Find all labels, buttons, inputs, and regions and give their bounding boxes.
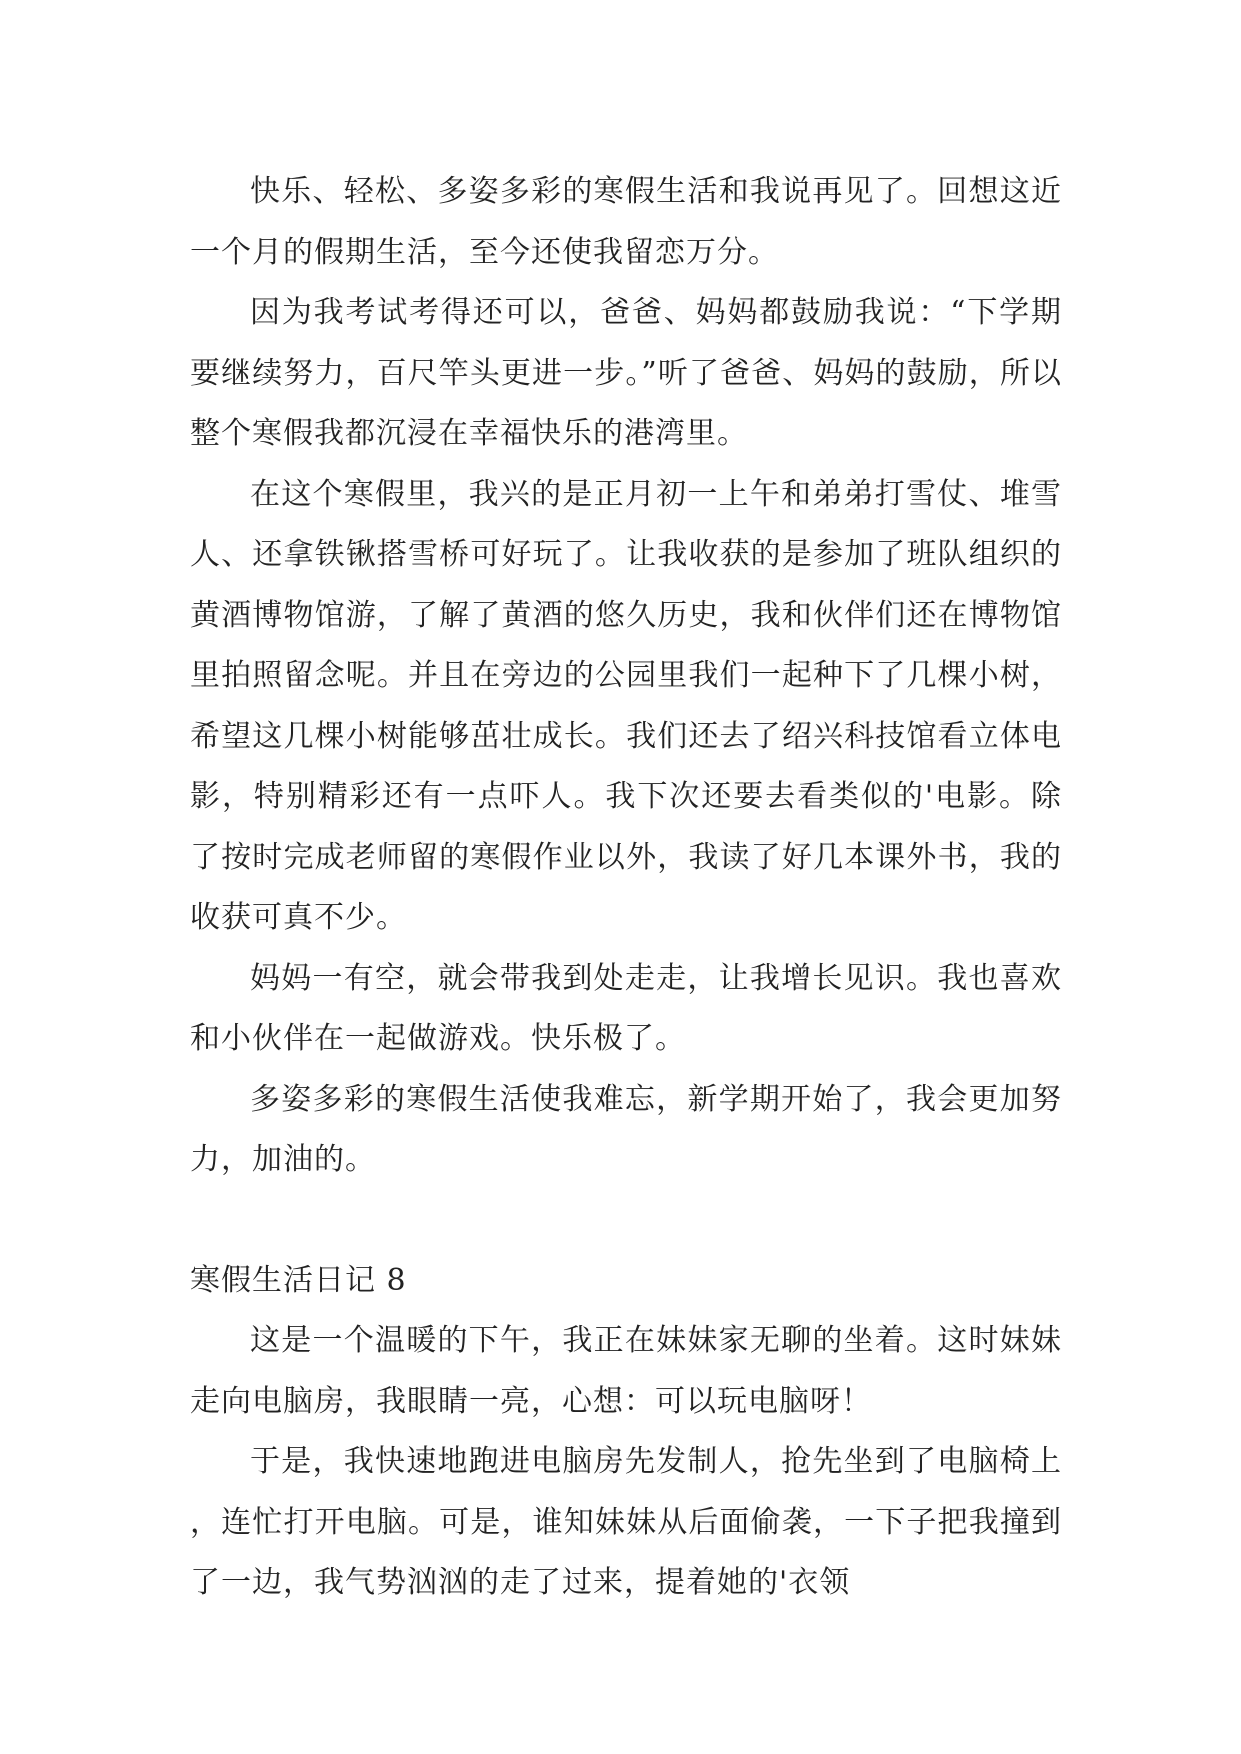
paragraph: 在这个寒假里，我兴的是正月初一上午和弟弟打雪仗、堆雪人、还拿铁锹搭雪桥可好玩了。让我收获的是参加了班队组织的黄酒博物馆游，了解了黄酒的悠久历史，我和伙伴们还在博物馆里拍照留念呢。并且在旁边的公园里我们一起种下了几棵小树，希望这几棵小树能够茁壮成长。我们还去了绍兴科技馆看立体电影，特别精彩还有一点吓人。我下次还要去看类似的'电影。除了按时完成老师留的寒假作业以外，我读了好几本课外书，我的收获可真不少。 xyxy=(190,476,1062,935)
paragraph: 快乐、轻松、多姿多彩的寒假生活和我说再见了。回想这近一个月的假期生活，至今还使我留恋万分。 xyxy=(190,174,1062,270)
section-title: 寒假生活日记 8 xyxy=(190,1262,407,1298)
paragraph: 妈妈一有空，就会带我到处走走，让我增长见识。我也喜欢和小伙伴在一起做游戏。快乐极了。 xyxy=(190,960,1062,1056)
document-body xyxy=(190,162,1062,1614)
paragraph: 这是一个温暖的下午，我正在妹妹家无聊的坐着。这时妹妹走向电脑房，我眼睛一亮，心想：可以玩电脑呀！ xyxy=(190,1323,1062,1419)
paragraph: 多姿多彩的寒假生活使我难忘，新学期开始了，我会更加努力，加油的。 xyxy=(190,1081,1062,1177)
paragraph: 于是，我快速地跑进电脑房先发制人，抢先坐到了电脑椅上，连忙打开电脑。可是，谁知妹妹从后面偷袭，一下子把我撞到了一边，我气势汹汹的走了过来，提着她的'衣领 xyxy=(190,1444,1062,1600)
paragraph: 因为我考试考得还可以，爸爸、妈妈都鼓励我说：“下学期要继续努力，百尺竿头更进一步。”听了爸爸、妈妈的鼓励，所以整个寒假我都沉浸在幸福快乐的港湾里。 xyxy=(190,295,1062,451)
